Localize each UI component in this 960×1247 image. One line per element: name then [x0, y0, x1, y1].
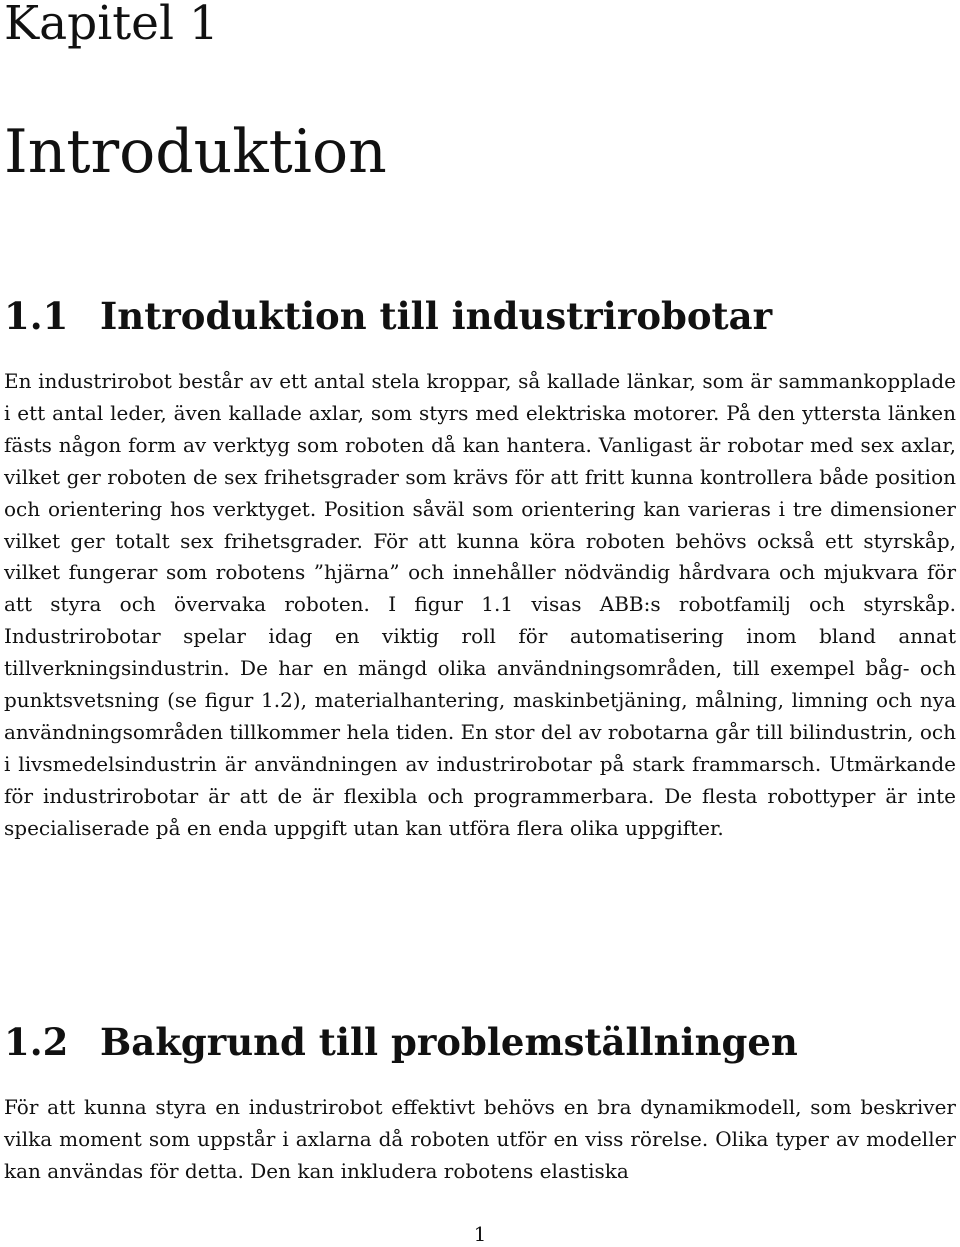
section-1-1-paragraph: En industrirobot består av ett antal stela kroppar, så kallade länkar, som är sammankopplade i ett antal leder, även kallade axlar, som styrs med elektriska motorer. På den yttersta länken fästs någon form av verktyg som roboten då kan hantera. Vanligast är robotar med sex axlar, vilket ger roboten de sex frihetsgrader som krävs för att fritt kunna kontrollera både position och orientering hos verktyget. Position såväl som orientering kan varieras i tre dimensioner vilket ger totalt sex frihetsgrader. För att kunna köra roboten behövs också ett styrskåp, vilket fungerar som robotens ”hjärna” och innehåller nödvändig hårdvara och mjukvara för att styra och övervaka roboten. I figur 1.1 visas ABB:s robotfamilj och styrskåp. Industrirobotar spelar idag en viktig roll för automatisering inom bland annat tillverkningsindustrin. De har en mängd olika användningsområden, till exempel båg- och punktsvetsning (se figur 1.2), materialhantering, maskinbetjäning, målning, limning och nya användningsområden tillkommer hela tiden. En stor del av robotarna går till bilindustrin, och i livsmedelsindustrin är användningen av industrirobotar på stark frammarsch. Utmärkande för industrirobotar är att de är flexibla och programmerbara. De flesta robottyper är inte specialiserade på en enda uppgift utan kan utföra flera olika uppgifter.	[4, 369, 956, 840]
section-1-2-paragraph: För att kunna styra en industrirobot effektivt behövs en bra dynamikmodell, som beskriver vilka moment som uppstår i axlarna då roboten utför en viss rörelse. Olika typer av modeller kan användas för detta. Den kan inkludera robotens elastiska	[4, 1095, 956, 1183]
section-title: Introduktion till industrirobotar	[100, 294, 773, 338]
section-heading-1-2	[4, 1020, 798, 1064]
chapter-label: Kapitel 1	[4, 0, 219, 51]
section-heading-1-1	[4, 294, 772, 338]
chapter-title: Introduktion	[4, 117, 387, 187]
section-number: 1.2	[4, 1020, 69, 1064]
page-number: 1	[473, 1222, 487, 1246]
section-number: 1.1	[4, 294, 69, 338]
section-title: Bakgrund till problemställningen	[100, 1020, 798, 1064]
